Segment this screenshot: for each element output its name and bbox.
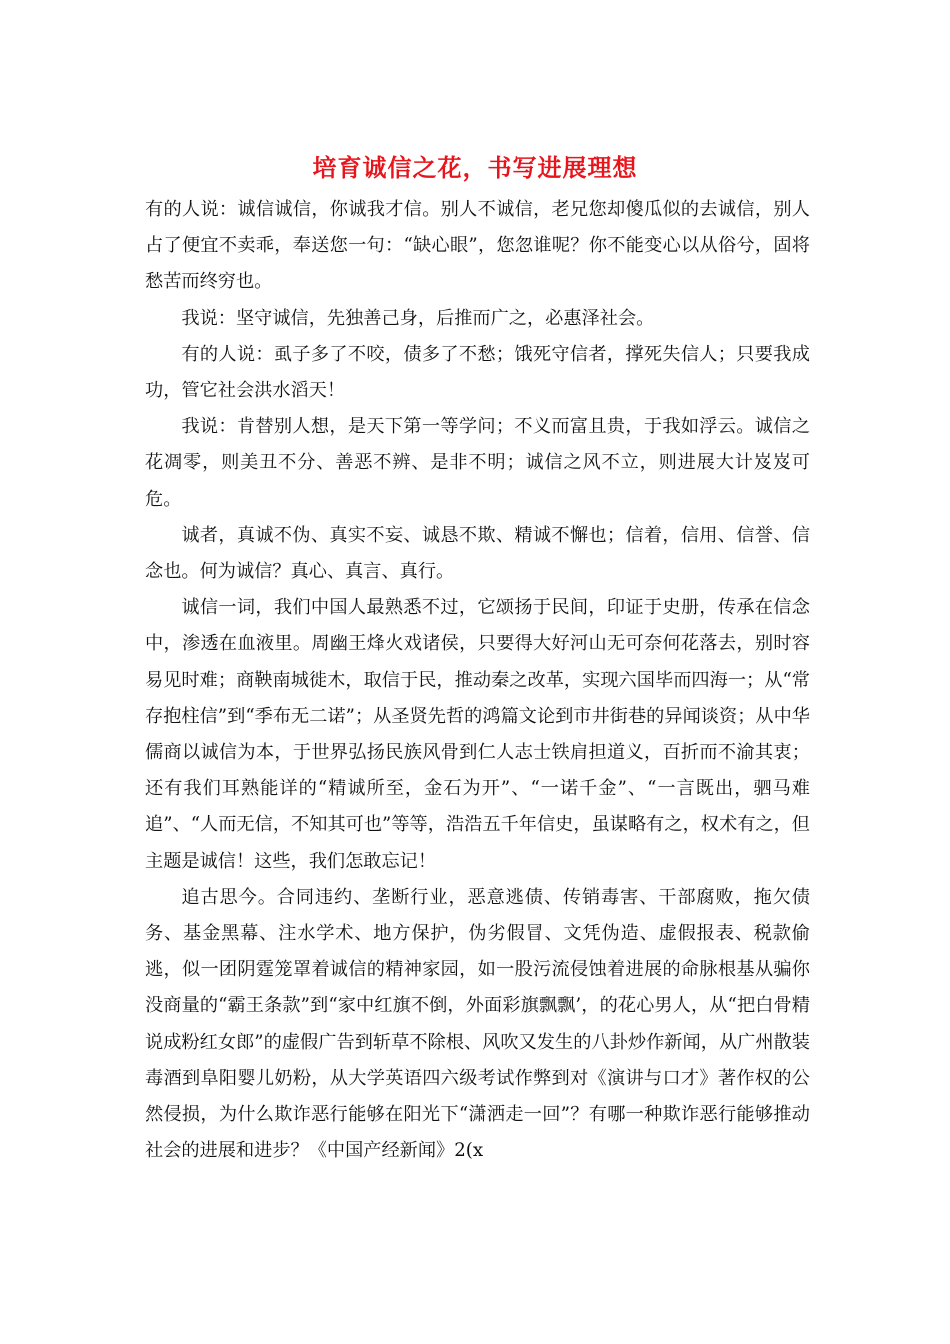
document-body <box>145 192 810 1169</box>
paragraph: 我说：坚守诚信，先独善己身，后推而广之，必惠泽社会。 <box>181 307 655 329</box>
paragraph: 诚者，真诚不伪、真实不妄、诚恳不欺、精诚不懈也；信着，信用、信誉、信念也。何为诚信？真心、真言、真行。 <box>145 524 810 583</box>
paragraph: 诚信一词，我们中国人最熟悉不过，它颂扬于民间，印证于史册，传承在信念中，渗透在血液里。周幽王烽火戏诸侯，只要得大好河山无可奈何花落去，别时容易见时难；商鞅南城徙木，取信于民，推动秦之改革，实现六国毕而四海一；从“常存抱柱信”到“季布无二诺”；从圣贤先哲的鸿篇文论到市井街巷的异闻谈资；从中华儒商以诚信为本，于世界弘扬民族风骨到仁人志士铁肩担道义，百折而不渝其衷；还有我们耳熟能详的“精诚所至，金石为开”、“一诺千金”、“一言既出，驷马难追”、“人而无信，不知其可也”等等，浩浩五千年信史，虽谋略有之，权术有之，但主题是诚信！这些，我们怎敢忘记！ <box>145 597 810 872</box>
paragraph: 我说：肯替别人想，是天下第一等学问；不义而富且贵，于我如浮云。诚信之花凋零，则美丑不分、善恶不辨、是非不明；诚信之风不立，则进展大计岌岌可危。 <box>145 416 810 510</box>
paragraph: 有的人说：虱子多了不咬，债多了不愁；饿死守信者，撑死失信人；只要我成功，管它社会洪水滔天！ <box>145 343 810 402</box>
document-title: 培育诚信之花，书写进展理想 <box>312 153 638 182</box>
paragraph: 有的人说：诚信诚信，你诚我才信。别人不诚信，老兄您却傻瓜似的去诚信，别人占了便宜不卖乖，奉送您一句：“缺心眼”，您忽谁呢？你不能变心以从俗兮，固将愁苦而终穷也。 <box>145 199 810 293</box>
paragraph: 追古思今。合同违约、垄断行业，恶意逃债、传销毒害、干部腐败，拖欠债务、基金黑幕、注水学术、地方保护，伪劣假冒、文凭伪造、虚假报表、税款偷逃，似一团阴霆笼罩着诚信的精神家园，如一股污流侵蚀着进展的命脉根基从骗你没商量的“霸王条款”到“家中红旗不倒，外面彩旗飘飘’，的花心男人，从“把白骨精说成粉红女郎”的虚假广告到斩草不除根、风吹又发生的八卦炒作新闻，从广州散装毒酒到阜阳婴儿奶粉，从大学英语四六级考试作弊到对《演讲与口才》著作权的公然侵损，为什么欺诈恶行能够在阳光下“潇洒走一回”？有哪一种欺诈恶行能够推动社会的进展和进步？《中国产经新闻》2(x <box>145 886 810 1162</box>
